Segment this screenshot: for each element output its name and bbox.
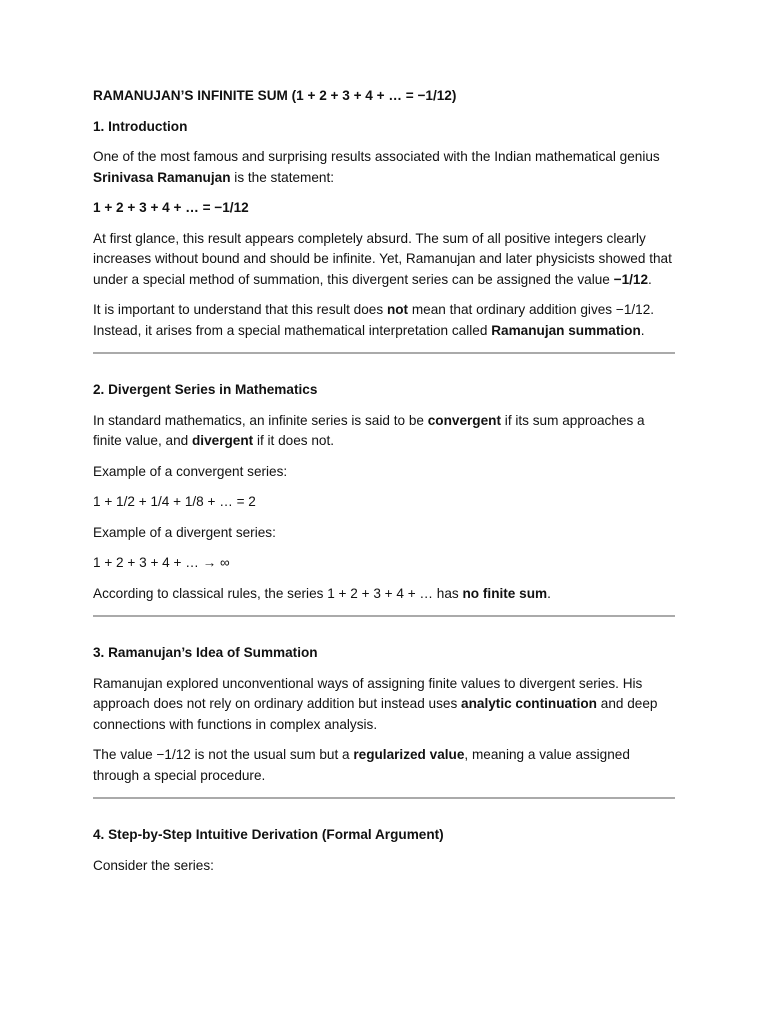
emphasis-text: Ramanujan summation — [491, 322, 641, 338]
text: It is important to understand that this result does — [93, 302, 387, 317]
text: The value −1/12 is not the usual sum but a — [93, 747, 354, 762]
section-ramanujan-summation — [93, 643, 675, 786]
section-introduction — [93, 117, 675, 342]
emphasis-text: divergent — [192, 433, 254, 448]
spacer — [93, 354, 675, 380]
paragraph — [93, 674, 675, 736]
document-content — [93, 86, 675, 886]
text: According to classical rules, the series 1 + 2 + 3 + 4 + … has — [93, 585, 463, 601]
section-heading: 1. Introduction — [93, 118, 188, 134]
text: mean that ordinary addition gives −1/12. Instead, it arises from a special mathematical interpretation called — [93, 302, 655, 338]
paragraph — [93, 300, 675, 341]
section-derivation — [93, 825, 675, 876]
paragraph — [93, 745, 675, 786]
paragraph — [93, 229, 675, 291]
emphasis-text: regularized value — [353, 747, 465, 762]
section-heading: 3. Ramanujan’s Idea of Summation — [93, 645, 318, 660]
text: . — [648, 271, 652, 287]
text: . — [547, 585, 551, 601]
text: if its sum approaches a finite value, and — [93, 412, 645, 448]
example-label: Example of a divergent series: — [93, 524, 276, 540]
spacer — [93, 617, 675, 643]
paragraph — [93, 147, 675, 188]
text: and deep connections with functions in complex analysis. — [93, 696, 658, 732]
paragraph — [93, 411, 675, 452]
text: One of the most famous and surprising results associated with the Indian mathematical genius — [93, 149, 660, 164]
section-heading: 4. Step-by-Step Intuitive Derivation (Formal Argument) — [93, 827, 444, 842]
spacer — [93, 799, 675, 825]
emphasis-text: Srinivasa Ramanujan — [93, 169, 231, 185]
text: In standard mathematics, an infinite series is said to be — [93, 412, 428, 428]
emphasis-text: no finite sum — [462, 585, 548, 601]
paragraph — [93, 584, 675, 605]
section-heading: 2. Divergent Series in Mathematics — [93, 382, 318, 397]
emphasis-text: not — [386, 302, 409, 317]
emphasis-text: convergent — [427, 412, 502, 428]
emphasis-text: −1/12 — [613, 271, 649, 287]
text: . — [640, 322, 645, 338]
example-formula: 1 + 2 + 3 + 4 + … → ∞ — [93, 555, 230, 570]
formula: 1 + 2 + 3 + 4 + … = −1/12 — [93, 200, 249, 215]
example-label: Example of a convergent series: — [93, 463, 288, 479]
example-formula: 1 + 1/2 + 1/4 + 1/8 + … = 2 — [93, 494, 256, 509]
paragraph: Consider the series: — [93, 857, 214, 873]
text: At first glance, this result appears completely absurd. The sum of all positive integers clearly increases without bound and should be infinite. Yet, Ramanujan and later physicists showed that under a special method of summation, this divergent series can be assigned the value — [93, 230, 672, 287]
text: Ramanujan explored unconventional ways of assigning finite values to divergent series. His approach does not rely on ordinary addition but instead uses — [93, 675, 643, 711]
text: if it does not. — [253, 433, 335, 448]
emphasis-text: analytic continuation — [461, 696, 597, 711]
text: , meaning a value assigned through a special procedure. — [93, 747, 630, 783]
section-divergent-series — [93, 380, 675, 604]
text: is the statement: — [230, 169, 335, 185]
document-title: RAMANUJAN’S INFINITE SUM (1 + 2 + 3 + 4 + … = −1/12) — [93, 88, 457, 103]
